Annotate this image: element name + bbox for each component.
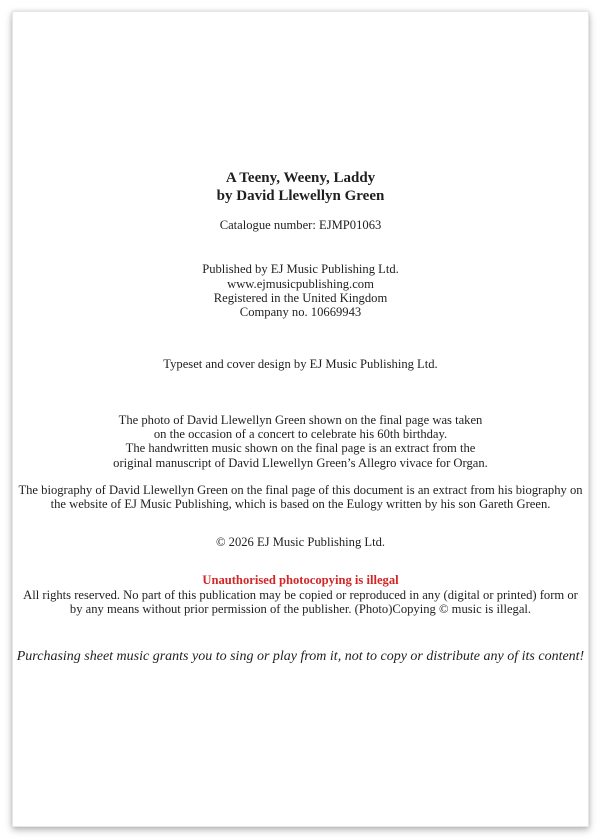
photocopy-warning-block (13, 573, 588, 587)
publisher-company-number: Company no. 10669943 (239, 305, 362, 320)
bio-note-line: The biography of David Llewellyn Green on the final page of this document is an extract from his biography on (18, 482, 583, 497)
photo-note-block (13, 413, 588, 470)
publisher-block (13, 262, 588, 319)
rights-notice-line: by any means without prior permission of the publisher. (Photo)Copying © music is illegal. (69, 602, 532, 617)
photo-note-line: original manuscript of David Llewellyn Green’s Allegro vivace for Organ. (113, 455, 488, 470)
bio-note-line: the website of EJ Music Publishing, which is based on the Eulogy written by his son Gareth Green. (50, 497, 551, 512)
rights-notice-block (13, 588, 588, 617)
bio-note-block (13, 483, 588, 512)
copyright-notice: © 2026 EJ Music Publishing Ltd. (215, 534, 386, 549)
photo-note-line: The handwritten music shown on the final page is an extract from the (125, 441, 476, 456)
publisher-registration: Registered in the United Kingdom (213, 290, 388, 305)
typeset-credit: Typeset and cover design by EJ Music Publishing Ltd. (163, 357, 438, 372)
work-author: by David Llewellyn Green (216, 187, 385, 204)
photo-note-line: The photo of David Llewellyn Green shown on the final page was taken (118, 412, 483, 427)
photocopy-warning-heading: Unauthorised photocopying is illegal (202, 572, 399, 587)
copyright-block (13, 535, 588, 549)
work-title: A Teeny, Weeny, Laddy (225, 170, 376, 186)
publisher-website: www.ejmusicpublishing.com (227, 276, 374, 291)
purchase-notice-block (13, 649, 588, 665)
photo-note-line: on the occasion of a concert to celebrate his 60th birthday. (153, 427, 448, 442)
publisher-name: Published by EJ Music Publishing Ltd. (202, 262, 399, 277)
work-title-block (13, 170, 588, 205)
catalogue-block (13, 218, 588, 232)
catalogue-number: Catalogue number: EJMP01063 (219, 218, 382, 232)
page-sheet (12, 11, 589, 827)
rights-notice-line: All rights reserved. No part of this publication may be copied or reproduced in any (digital or printed) form or (23, 588, 578, 603)
purchase-notice: Purchasing sheet music grants you to sing or play from it, not to copy or distribute any of its content! (16, 648, 585, 664)
typeset-credit-block (13, 357, 588, 371)
